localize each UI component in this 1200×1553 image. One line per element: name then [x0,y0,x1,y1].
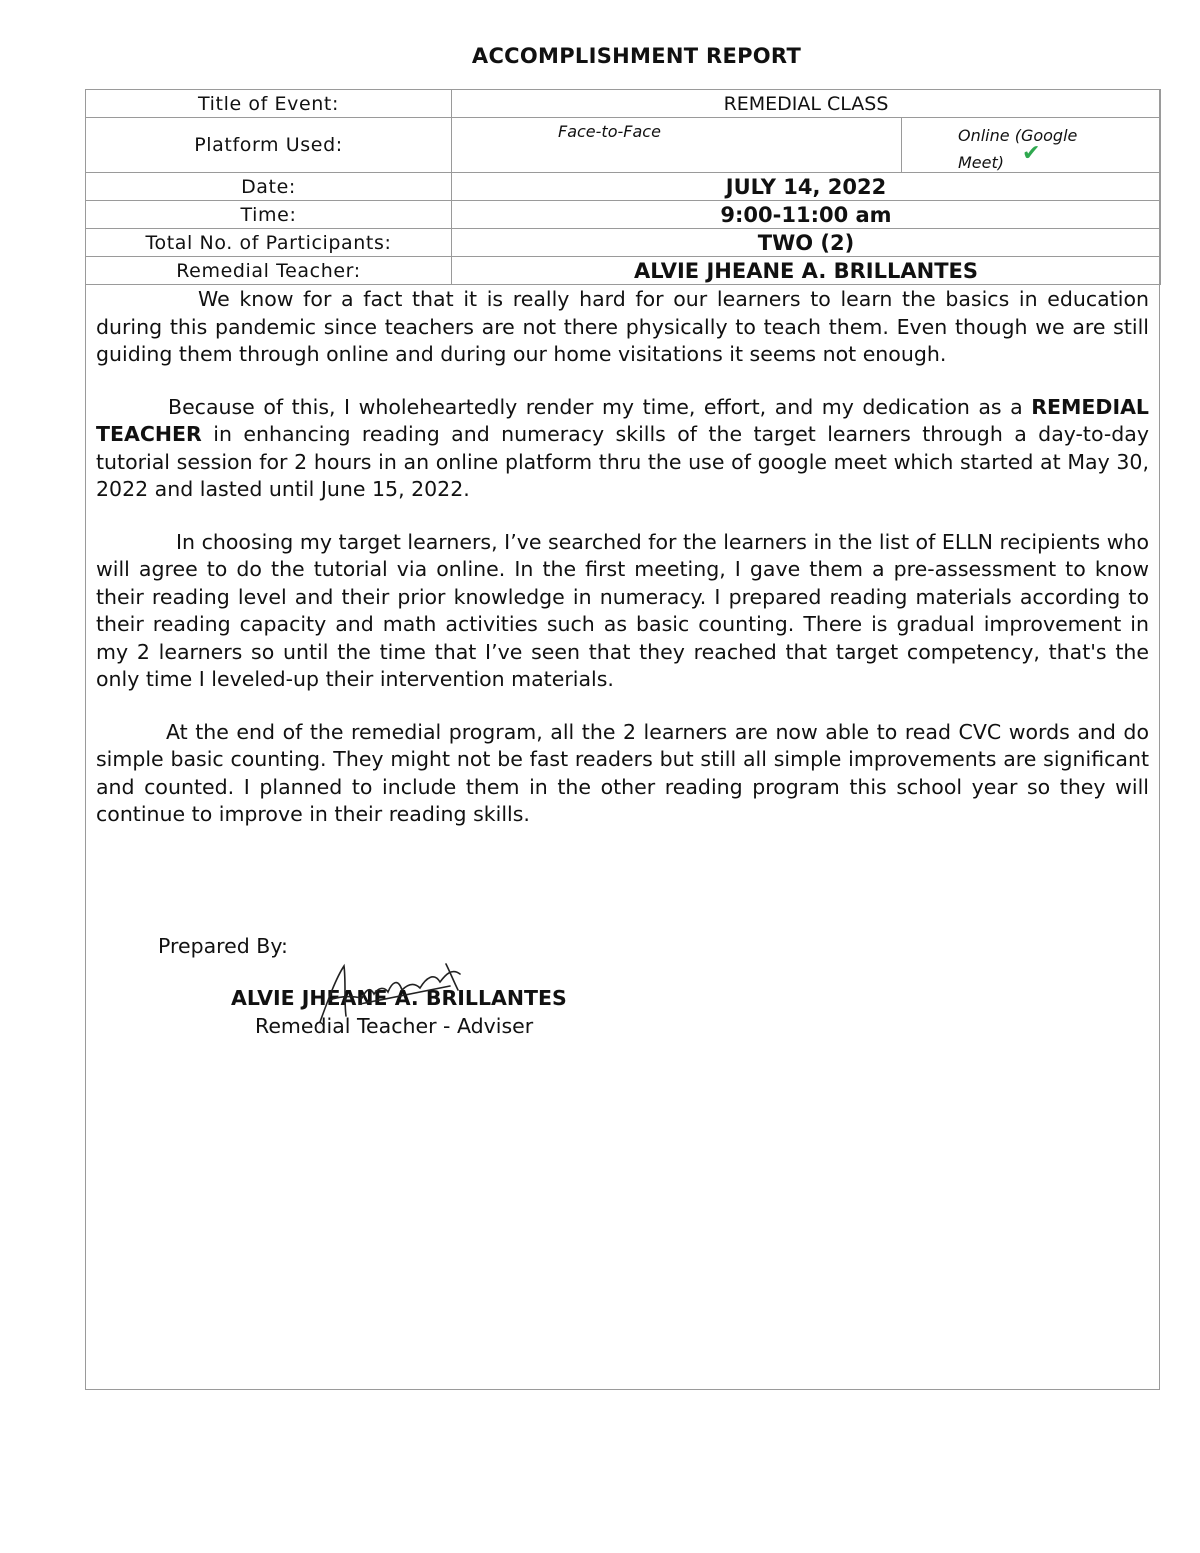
table-row [86,118,1161,173]
participants-label: Total No. of Participants: [86,229,452,257]
checkmark-icon: ✔ [1022,141,1041,166]
paragraph-3: In choosing my target learners, I’ve searched for the learners in the list of ELLN recipients who will agree to do the tutorial via online. In the first meeting, I gave them a pre-assessment to know their reading level and their prior knowledge in numeracy. I prepared reading materials according to their reading capacity and math activities such as basic counting. There is gradual improvement in my 2 learners so until the time that I’ve seen that they reached that target competency, that's the only time I leveled-up their intervention materials. [96,529,1149,691]
teacher-value: ALVIE JHEANE A. BRILLANTES [452,257,1161,285]
report-title: ACCOMPLISHMENT REPORT [471,44,802,68]
paragraph-2-start: Because of this, I wholeheartedly render my time, effort, and my dedication as a [168,394,1023,419]
participants-value: TWO (2) [452,229,1161,257]
title-of-event-label: Title of Event: [86,90,452,118]
title-of-event-value: REMEDIAL CLASS [452,90,1161,118]
platform-option-label: Online (Google Meet) [958,126,1078,172]
paragraph-2-end: in enhancing reading and numeracy skills of the target learners through a day-to-day tutorial session for 2 hours in an online platform thru the use of google meet which started at May 30, 2022 and lasted until June 15, 2022. [96,422,1149,501]
time-label: Time: [86,201,452,229]
event-info-table [85,89,1161,285]
table-row [86,257,1161,285]
signatory-role: Remedial Teacher - Adviser [255,1014,534,1038]
platform-option-label: Face-to-Face [558,122,661,141]
table-row [86,201,1161,229]
date-value: JULY 14, 2022 [452,173,1161,201]
handwritten-signature [300,960,480,1030]
date-label: Date: [86,173,452,201]
platform-label: Platform Used: [86,118,452,173]
table-row [86,229,1161,257]
remedial-teacher-emphasis: REMEDIAL TEACHER [96,394,1149,446]
prepared-by-label: Prepared By: [158,934,288,958]
platform-option-face-to-face [452,118,902,173]
table-row [86,173,1161,201]
teacher-label: Remedial Teacher: [86,257,452,285]
signatory-name: ALVIE JHEANE A. BRILLANTES [231,986,567,1010]
time-value: 9:00-11:00 am [452,201,1161,229]
paragraph-4: At the end of the remedial program, all the 2 learners are now able to read CVC words and do simple basic counting. They might not be fast readers but still all simple improvements are significant and counted. I planned to include them in the other reading program this school year so they will continue to improve in their reading skills. [96,719,1149,826]
report-body [96,286,1149,854]
platform-option-online [902,118,1161,173]
paragraph-2 [96,394,1149,504]
paragraph-1: We know for a fact that it is really hard for our learners to learn the basics in education during this pandemic since teachers are not there physically to teach them. Even though we are still guiding them through online and during our home visitations it seems not enough. [96,287,1149,366]
table-row [86,90,1161,118]
